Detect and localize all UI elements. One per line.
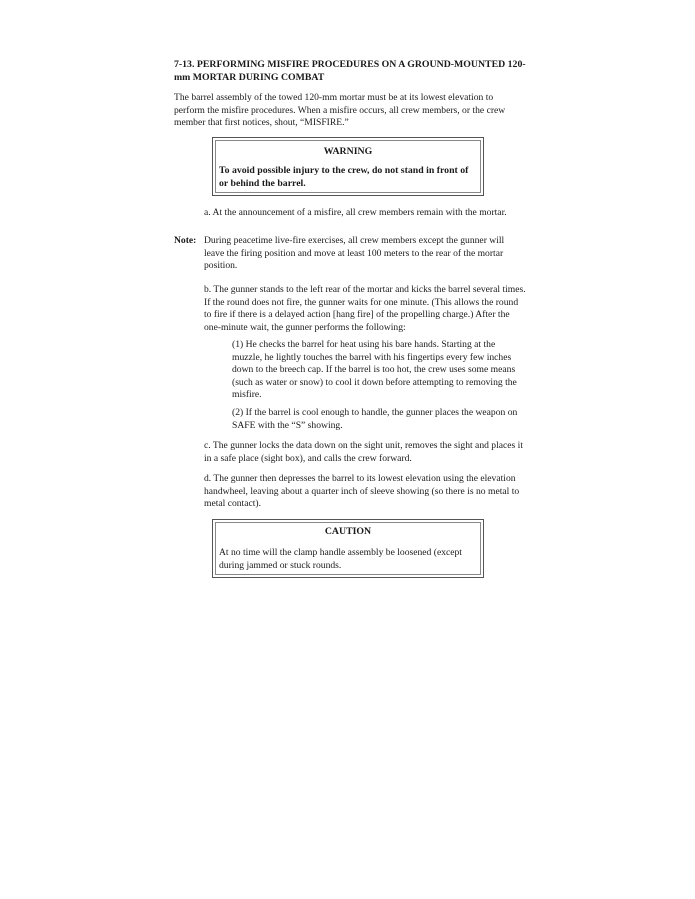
caution-box [212, 519, 484, 578]
note-text: During peacetime live-fire exercises, all crew members except the gunner will leave the firing position and move at least 100 meters to the rear of the mortar position. [204, 235, 505, 272]
step-b1-paragraph: (1) He checks the barrel for heat using his bare hands. Starting at the muzzle, he lightly touches the barrel with his fingertips every few inches down to the breech cap. If the barrel is too hot, the crew uses some means (such as water or snow) to cool it down before attempting to removing the misfire. [232, 339, 517, 401]
intro-paragraph: The barrel assembly of the towed 120-mm mortar must be at its lowest elevation to perform the misfire procedures. When a misfire occurs, all crew members, or the crew member that first notices, shout, “MISFIRE.” [174, 92, 506, 129]
step-d-paragraph: d. The gunner then depresses the barrel to its lowest elevation using the elevation handwheel, leaving about a quarter inch of sleeve showing (so there is no metal to metal contact). [204, 473, 520, 510]
step-c-paragraph: c. The gunner locks the data down on the sight unit, removes the sight and places it in a safe place (sight box), and calls the crew forward. [204, 440, 524, 464]
caution-text: At no time will the clamp handle assembly be loosened (except during jammed or stuck rounds. [219, 547, 462, 571]
step-b-paragraph: b. The gunner stands to the left rear of the mortar and kicks the barrel several times. If the round does not fire, the gunner waits for one minute. (This allows the round to fire if there is a delayed action [hang fire] of the propelling charge.) After the one-minute wait, the gunner performs the following: [204, 284, 526, 333]
step-a-paragraph: a. At the announcement of a misfire, all crew members remain with the mortar. [204, 207, 507, 218]
warning-text: To avoid possible injury to the crew, do not stand in front of or behind the barrel. [219, 165, 469, 189]
section-heading: 7-13. PERFORMING MISFIRE PROCEDURES ON A GROUND-MOUNTED 120-mm MORTAR DURING COMBAT [174, 59, 526, 83]
caution-title: CAUTION [324, 526, 372, 537]
warning-box [212, 137, 484, 196]
step-b2-paragraph: (2) If the barrel is cool enough to handle, the gunner places the weapon on SAFE with the “S” showing. [232, 407, 518, 431]
note-label: Note: [174, 235, 197, 246]
warning-title: WARNING [323, 146, 373, 157]
